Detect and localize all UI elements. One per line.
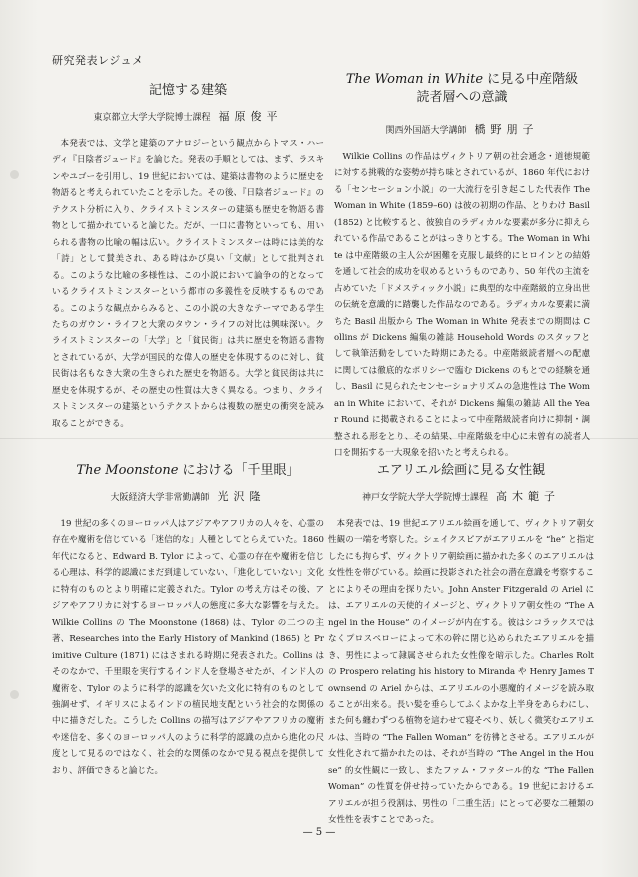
article-body: Wilkie Collins の作品はヴィクトリア朝の社会通念・道徳規範に対する挑戦的な姿勢が持ち味とされているが、1860 年代における「センセーション小説」の一大流行を引き起こした代表作 The Woman in White (1859–60) は彼の初期の作品、とりわけ Basil (1852) と比較すると、彼独自のラディカルな要素が多分に抑えられている作品であることがはっきりとする。The Woman in White は中産階級の主人公が困難を克服し最終的にヒロインとの結婚を通して社会的成功を収めるというものであり、50 年代の主流を占めていた「ドメスティック小説」に典型的な中産階級的立身出世の伝統を意識的に踏襲した作品なのである。ラディカルな要素に満ちた Basil 出版から The Woman in White 発表までの期間は Collins が Dickens 編集の雑誌 Household Words のスタッフとして執筆活動をしていた時期にあたる。中産階級読者層への配慮に関しては徹底的なポリシーで臨む Dickens のもとでの経験を通し、Basil に見られたセンセーショナリズムの急進性は The Woman in White において、それが Dickens 編集の雑誌 All the Year Round に掲載されることによって中産階級読者向けに抑制・調整される形をとり、その結果、中産階級を中心に未曾有の読者人口を開拓する一大現象を招いたと考えられる。 — [334, 152, 590, 459]
author-affiliation: 神戸女学院大学大学院博士課程 — [361, 493, 488, 503]
author-name: 橋野朋子 — [474, 123, 539, 136]
article-title: エアリエル絵画に見る女性観 — [376, 463, 546, 478]
author-name: 光沢隆 — [217, 490, 266, 503]
article-moonstone — [52, 462, 324, 779]
article-byline — [52, 108, 324, 124]
section-header: 研究発表レジュメ — [52, 54, 144, 67]
article-title-line2: 読者層への意識 — [416, 90, 508, 105]
article-body: 本発表では、19 世紀エアリエル絵画を通して、ヴィクトリア朝女性観の一端を考察した。シェイクスピアがエアリエルを “he” と指定したにも拘らず、ヴィクトリア朝絵画に描かれた多くのエアリエルは女性性を帯びている。絵画に投影された社会の潜在意識を考察することによりその理由を探りたい。John Anster Fitzgerald の Ariel には、エアリエルの天使的イメージと、ヴィクトリア朝女性の “The Angel in the House” のイメージが内在する。彼はシコラックスではなくプロスペローによって木の幹に閉じ込められたエアリエルを描き、男性によって隷属させられた女性像を暗示した。Charles Rolt の Prospero relating his history to Miranda や Henry James Townsend の Ariel からは、エアリエルの小悪魔的イメージを読み取ることが出来る。長い髪を垂らしてふくよかな上半身をあらわにし、また何も纏わずつる植物を這わせて寝そべり、妖しく微笑むエアリエルは、当時の “The Fallen Woman” を彷彿とさせる。エアリエルが女性化されて描かれたのは、それが当時の “The Angel in the House” 的女性観に一致し、またファム・ファタール的な “The Fallen Woman” の性質を併せ持っていたからである。19 世紀におけるエアリエルが担う役割は、男性の「二重生活」にとって必要な二種類の女性性を表すことであった。 — [328, 519, 594, 826]
author-affiliation: 東京都立大学大学院博士課程 — [93, 113, 211, 123]
punch-hole — [10, 690, 19, 699]
article-body: 本発表では、文学と建築のアナロジーという観点からトマス・ハーディ『日陰者ジュード』を論じた。発表の手順としては、まず、ラスキンやユゴーを引用し、19 世紀においては、建築は書物のように歴史を物語ると考えられていたことを示した。その後、『日陰者ジュード』のテクスト分析に入り、クライストミンスターの建築も歴史を物語る書物として描かれていると論じた。だが、一口に書物といっても、用いられる書物の比喩の幅は広い。クライストミンスターは時には美的な「詩」として賛美され、ある時はかび臭い「文献」として批判される。このような比喩の多様性は、この小説において論争の的となっているクライストミンスターという都市の多義性を反映するものである。このような観点からみると、この小説の大きなテーマである学生たちのガウン・ライフと大衆のタウン・ライフの対比は興味深い。クライストミンスターの「大学」と「貧民街」は共に歴史を物語る書物とされているが、大学が国民的な偉人の歴史を体現するのに対し、貧民街は名もなき大衆の生きられた歴史を物語る。大学と貧民街は共に歴史を体現するが、その歴史の性質は大きく異なる。つまり、クライストミンスターの建築というテクストからは複数の歴史の衝突を読み取ることができる。 — [52, 139, 324, 429]
article-body: 19 世紀の多くのヨーロッパ人はアジアやアフリカの人々を、心霊の存在や魔術を信じている「迷信的な」人種としてとらえていた。1860 年代になると、Edward B. Tylor によって、心霊の存在や魔術を信じる心理は、科学的認識にまだ到達していない、「進化していない」文化に特有のものとより明確に定義された。Tylor の考え方はその後、アジアやアフリカに対するヨーロッパ人の態度に多大な影響を与えた。Wilkie Collins の The Moonstone (1868) は、Tylor の二つの主著、Researches into the Early History of Mankind (1865) と Primitive Culture (1871) にはさまれる時期に発表された。Collins はそのなかで、千里眼を実行するインド人を登場させたが、インド人の魔術を、Tylor のように科学的認識を欠いた文化に特有のものとして強調せず、イギリスによるインドの植民地支配という社会的な関係の中に描きだした。こうした Collins の描写はアジアやアフリカの魔術や迷信を、多くのヨーロッパ人のように科学的認識の点から進化の尺度として見るのではなく、社会的な関係のなかで見る視点を提供しており、評価できると論じた。 — [52, 519, 324, 776]
author-name: 高木範子 — [496, 490, 560, 503]
article-woman-in-white — [334, 71, 590, 462]
author-name: 福原俊平 — [218, 110, 283, 123]
article-title: 記憶する建築 — [148, 83, 227, 98]
punch-hole — [10, 170, 19, 179]
author-affiliation: 関西外国語大学講師 — [385, 126, 467, 136]
article-kioku-suru-kenchiku — [52, 82, 324, 432]
article-title: The Woman in White に見る中産階級 読者層への意識 — [345, 72, 579, 105]
article-byline — [52, 488, 324, 504]
article-byline — [328, 488, 594, 504]
article-byline — [334, 121, 590, 137]
page-number: — 5 — — [302, 827, 336, 838]
article-ariel-paintings — [328, 462, 594, 829]
author-affiliation: 大阪経済大学非常勤講師 — [110, 493, 210, 503]
article-title: The Moonstone における「千里眼」 — [76, 463, 300, 478]
